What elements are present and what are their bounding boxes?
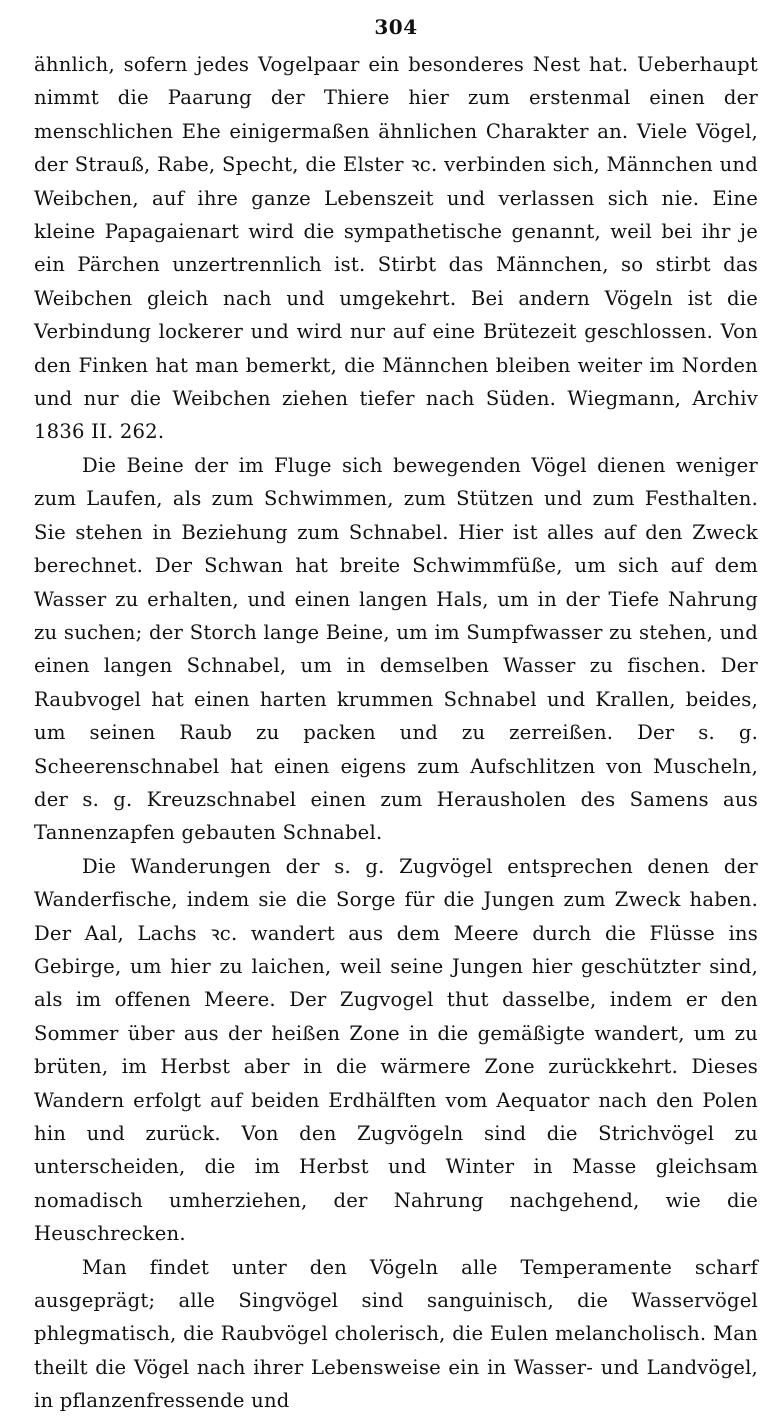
paragraph-continuation: ähnlich, sofern jedes Vogelpaar ein besonderes Nest hat. Ueberhaupt nimmt die Paarung der Thiere hier zum erstenmal einen der menschlichen Ehe einigermaßen ähnlichen Charakter an. Viele Vögel, der Strauß, Rabe, Specht, die Elster ꝛc. verbinden sich, Männchen und Weibchen, auf ihre ganze Lebenszeit und verlassen sich nie. Eine kleine Papagaienart wird die sympathetische genannt, weil bei ihr je ein Pärchen unzertrennlich ist. Stirbt das Männchen, so stirbt das Weibchen gleich nach und umgekehrt. Bei andern Vögeln ist die Verbindung lockerer und wird nur auf eine Brütezeit geschlossen. Von den Finken hat man bemerkt, die Männchen bleiben weiter im Norden und nur die Weibchen ziehen tiefer nach Süden. Wiegmann, Archiv 1836 II. 262. xyxy=(34,53,758,444)
paragraph-temperaments: Man findet unter den Vögeln alle Temperamente scharf ausgeprägt; alle Singvögel sind sanguinisch, die Wasservögel phlegmatisch, die Raubvögel cholerisch, die Eulen melancholisch. Man theilt die Vögel nach ihrer Lebensweise ein in Wasser- und Landvögel, in pflanzenfressende und xyxy=(34,1255,758,1413)
page-number: 304 xyxy=(374,15,418,39)
paragraph-migration: Die Wanderungen der s. g. Zugvögel entsprechen denen der Wanderfische, indem sie die Sorge für die Jungen zum Zweck haben. Der Aal, Lachs ꝛc. wandert aus dem Meere durch die Flüsse ins Gebirge, um hier zu laichen, weil seine Jungen hier geschützter sind, als im offenen Meere. Der Zugvogel thut dasselbe, indem er den Sommer über aus der heißen Zone in die gemäßigte wandert, um zu brüten, im Herbst aber in die wärmere Zone zurückkehrt. Dieses Wandern erfolgt auf beiden Erdhälften vom Aequator nach den Polen hin und zurück. Von den Zugvögeln sind die Strichvögel zu unterscheiden, die im Herbst und Winter in Masse gleichsam nomadisch umherziehen, der Nahrung nachgehend, wie die Heuschrecken. xyxy=(34,854,758,1246)
page-body xyxy=(34,48,758,1418)
paragraph-bird-legs: Die Beine der im Fluge sich bewegenden Vögel dienen weniger zum Laufen, als zum Schwimmen, zum Stützen und zum Festhalten. Sie stehen in Beziehung zum Schnabel. Hier ist alles auf den Zweck berechnet. Der Schwan hat breite Schwimmfüße, um sich auf dem Wasser zu erhalten, und einen langen Hals, um in der Tiefe Nahrung zu suchen; der Storch lange Beine, um im Sumpfwasser zu stehen, und einen langen Schnabel, um in demselben Wasser zu fischen. Der Raubvogel hat einen harten krummen Schnabel und Krallen, beides, um seinen Raub zu packen und zu zerreißen. Der s. g. Scheerenschnabel hat einen eigens zum Aufschlitzen von Muscheln, der s. g. Kreuzschnabel einen zum Herausholen des Samens aus Tannenzapfen gebauten Schnabel. xyxy=(34,453,758,845)
